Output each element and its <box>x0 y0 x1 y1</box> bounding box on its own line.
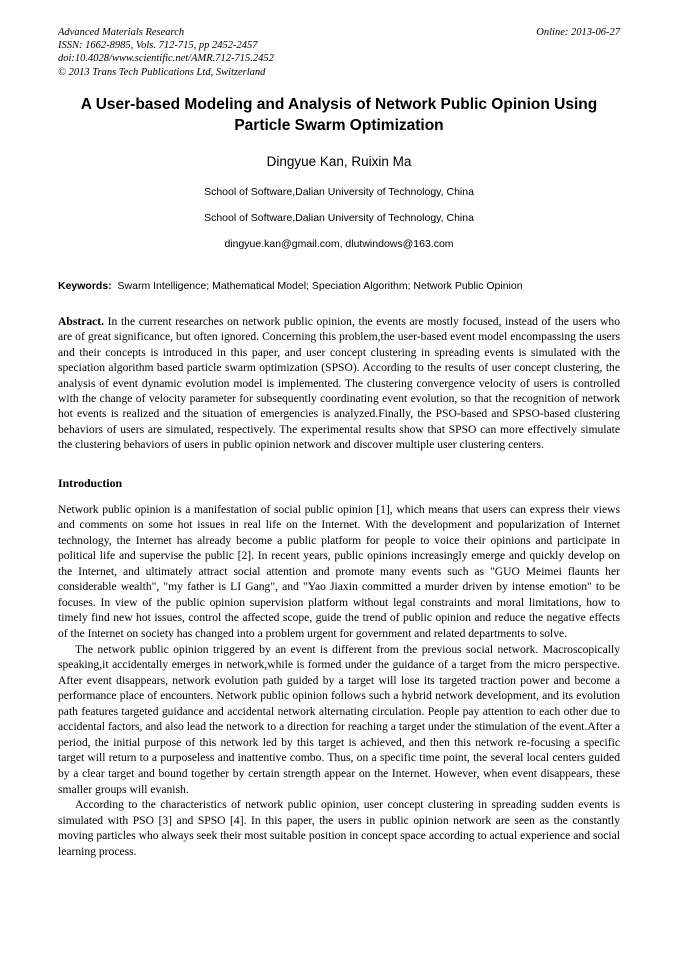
keywords-line <box>58 279 620 293</box>
affiliation-1: School of Software,Dalian University of Technology, China <box>204 186 474 198</box>
journal-name: Advanced Materials Research <box>58 27 185 38</box>
header-right-block <box>536 26 620 39</box>
paragraph-2: The network public opinion triggered by an event is different from the previous social network. Macroscopically speaking,it accidentally emerges in network,while is formed under the guidance of a target from the micro perspective. After event disappears, network evolution path guided by a target will lose its targeted traction power and become a performance place of encounters. Network public opinion follows such a hybrid network development, and its evolution path features targeted guidance and accidental network alternating circulation. People pay attention to each other due to accidental factors, and also lead the network to a direction for reaching a target under the stimulation of the event.After a period, the initial purpose of this network led by this target is achieved, and then this network re-focusing a specific target will return to a purposeless and inattentive combo. Thus, on a specific time point, the several local centers guided by a clear target and bound together by certain strength appear on the Internet. However, when event disappears, these smaller groups will evanish. <box>58 642 620 796</box>
title-line-2: Particle Swarm Optimization <box>234 117 444 134</box>
title-line-1: A User-based Modeling and Analysis of Network Public Opinion Using <box>80 96 598 113</box>
header-left-block <box>58 26 274 79</box>
affiliation-block <box>58 184 620 253</box>
issn-volume: ISSN: 1662-8985, Vols. 712-715, pp 2452-2457 <box>58 40 258 52</box>
affiliation-2: School of Software,Dalian University of Technology, China <box>204 212 474 224</box>
section-heading-introduction: Introduction <box>58 475 123 490</box>
keywords-text: Swarm Intelligence; Mathematical Model; Speciation Algorithm; Network Public Opinion <box>117 280 523 292</box>
paragraph-3: According to the characteristics of network public opinion, user concept clustering in spreading sudden events is simulated with PSO [3] and SPSO [4]. In this paper, the users in public opinion network are seen as the constantly moving particles who always seek their most suitable position in concept space according to actual experience and social learning process. <box>58 798 620 858</box>
introduction-body <box>58 502 620 860</box>
abstract-paragraph <box>58 314 620 453</box>
paragraph-1: Network public opinion is a manifestation of social public opinion [1], which means that users can express their views and comments on some hot issues in real life on the Internet. With the development and popularization of Internet technology, the Internet has already become a public platform for people to voice their opinions and participate in political life and supervise the public [2]. In recent years, public opinions increasingly emerge and quickly develop on the Internet, and ultimately attract social attention and promote many events such as "GUO Meimei flaunts her considerable wealth", "my father is LI Gang", and "Yao Jiaxin committed a murder driven by intense emotion" to be focuses. In view of the public opinion supervision platform without legal constraints and moral limitations, how to timely find new hot issues, control the affected scope, guide the trend of public opinion and reduce the negative effects of the Internet on society has changed into a problem urgent for government and related departments to solve. <box>58 502 620 641</box>
online-date: Online: 2013-06-27 <box>536 27 620 38</box>
author-emails: dingyue.kan@gmail.com, dlutwindows@163.com <box>224 238 454 250</box>
abstract-label: Abstract. <box>58 315 105 328</box>
author-list: Dingyue Kan, Ruixin Ma <box>266 154 412 169</box>
keywords-label: Keywords: <box>58 280 112 292</box>
page-header <box>58 26 620 78</box>
page-title <box>58 94 620 136</box>
copyright: © 2013 Trans Tech Publications Ltd, Switzerland <box>58 66 266 78</box>
doi: doi:10.4028/www.scientific.net/AMR.712-715.2452 <box>58 53 274 65</box>
abstract-text: In the current researches on network public opinion, the events are mostly focused, instead of the users who are of great significance, but often ignored. Concerning this problem,the user-based event model encompassing the users and their concepts is introduced in this paper, and user concept clustering in spreading events is simulated with the speciation algorithm based particle swarm optimization (SPSO). According to the results of user concept clustering, the analysis of event dynamic evolution model is implemented. The clustering convergence velocity of users is controlled with the change of velocity parameter for subsequently coordinating event evolution, so that the recognition of network hot events is realized and the situation of emergencies is analyzed.Finally, the PSO-based and SPSO-based clustering behaviors of users are simulated, respectively. The experimental results show that SPSO can more effectively simulate the clustering behaviors of users in public opinion network and discover multiple user clustering centers. <box>58 315 620 452</box>
